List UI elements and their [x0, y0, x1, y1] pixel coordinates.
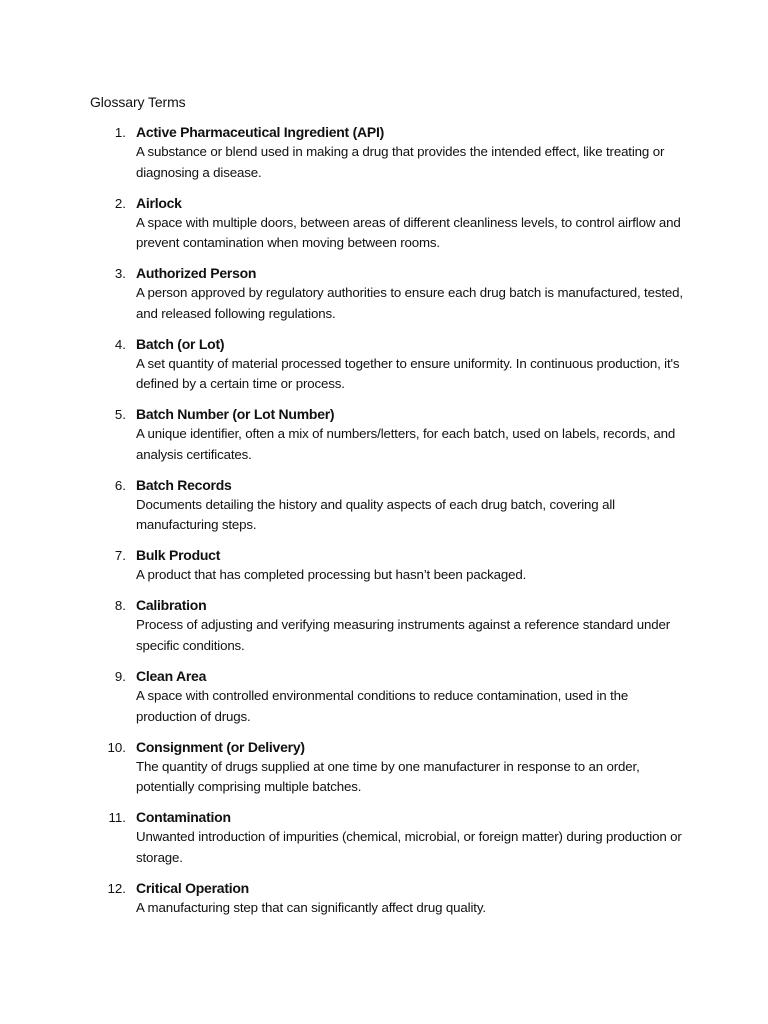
glossary-item [0, 546, 768, 586]
glossary-term: Airlock [136, 194, 182, 211]
glossary-item [0, 879, 768, 919]
glossary-item [0, 194, 768, 254]
glossary-item [0, 738, 768, 798]
item-number: 10. [107, 739, 126, 755]
glossary-definition: A set quantity of material processed together to ensure uniformity. In continuous production, it's defined by a certain time or process. [136, 355, 680, 392]
glossary-definition: The quantity of drugs supplied at one time by one manufacturer in response to an order, potentially comprising multiple batches. [136, 758, 640, 795]
glossary-term: Authorized Person [136, 265, 257, 282]
glossary-definition: A space with controlled environmental conditions to reduce contamination, used in the production of drugs. [136, 688, 629, 724]
glossary-definition: Unwanted introduction of impurities (chemical, microbial, or foreign matter) during production or storage. [136, 829, 682, 865]
glossary-definition: A substance or blend used in making a drug that provides the intended effect, like treating or diagnosing a disease. [136, 144, 665, 180]
glossary-item [0, 596, 768, 656]
item-number: 7. [114, 548, 126, 564]
item-number: 8. [114, 598, 126, 614]
glossary-item [0, 808, 768, 868]
glossary-term: Batch (or Lot) [136, 335, 225, 352]
glossary-list [0, 123, 768, 929]
glossary-item [0, 123, 768, 183]
item-number: 9. [114, 669, 126, 685]
glossary-term: Contamination [136, 809, 231, 826]
glossary-item [0, 335, 768, 395]
glossary-definition: Process of adjusting and verifying measuring instruments against a reference standard under specific conditions. [136, 617, 671, 654]
item-number: 4. [114, 336, 126, 352]
glossary-term: Consignment (or Delivery) [136, 738, 305, 755]
glossary-definition: A manufacturing step that can significantly affect drug quality. [136, 899, 486, 915]
glossary-definition: A product that has completed processing but hasn’t been packaged. [136, 567, 527, 583]
glossary-item [0, 405, 768, 465]
item-number: 11. [108, 810, 126, 826]
item-number: 5. [114, 407, 126, 423]
item-number: 6. [114, 477, 126, 493]
glossary-item [0, 667, 768, 727]
glossary-definition: A person approved by regulatory authorities to ensure each drug batch is manufactured, tested, and released following regulations. [136, 285, 683, 321]
glossary-term: Batch Records [136, 476, 232, 493]
glossary-term: Clean Area [136, 668, 207, 685]
item-number: 2. [114, 195, 126, 211]
glossary-item [0, 264, 768, 324]
item-number: 3. [114, 266, 126, 282]
glossary-term: Active Pharmaceutical Ingredient (API) [136, 124, 385, 140]
item-number: 12. [107, 880, 126, 896]
glossary-term: Batch Number (or Lot Number) [136, 406, 335, 423]
glossary-item [0, 476, 768, 536]
document-title: Glossary Terms [90, 94, 186, 110]
glossary-definition: A space with multiple doors, between areas of different cleanliness levels, to control airflow and prevent contamination when moving between rooms. [136, 214, 681, 251]
item-number: 1. [114, 125, 126, 140]
glossary-definition: A unique identifier, often a mix of numbers/letters, for each batch, used on labels, records, and analysis certificates. [136, 426, 676, 462]
glossary-term: Calibration [136, 597, 207, 614]
glossary-definition: Documents detailing the history and quality aspects of each drug batch, covering all manufacturing steps. [136, 496, 615, 533]
glossary-term: Critical Operation [136, 879, 249, 896]
glossary-term: Bulk Product [136, 547, 221, 564]
